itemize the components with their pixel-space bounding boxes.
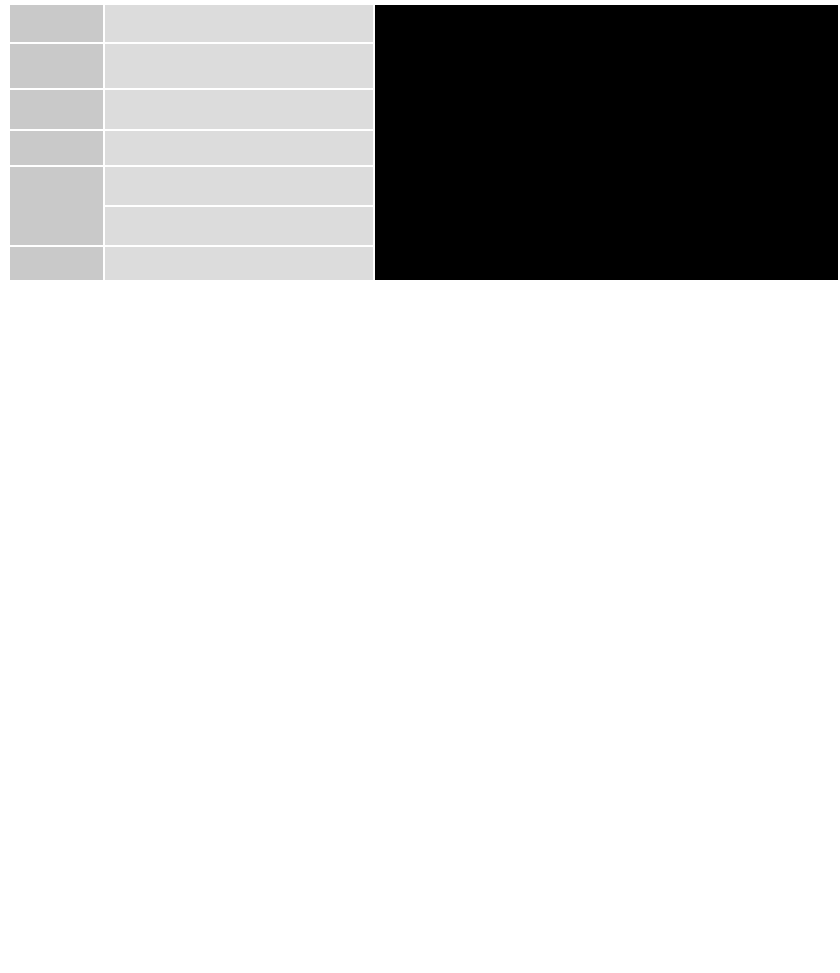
row-material	[10, 90, 373, 129]
label-size	[10, 44, 103, 88]
label-angle	[10, 167, 103, 245]
row-size	[10, 44, 373, 88]
label-application	[10, 247, 103, 280]
label-material	[10, 90, 103, 129]
value-application	[105, 247, 373, 280]
lens-cluster-image	[375, 5, 838, 280]
lens-product-photo	[375, 5, 838, 280]
value-material	[105, 90, 373, 129]
label-led	[10, 131, 103, 165]
value-led	[105, 131, 373, 165]
row-angle	[10, 167, 373, 245]
angle-line-1	[105, 167, 373, 205]
value-angles	[105, 167, 373, 245]
value-part-no	[105, 5, 373, 42]
row-led	[10, 131, 373, 165]
spec-table	[10, 5, 373, 280]
value-size	[105, 44, 373, 88]
label-part-no	[10, 5, 103, 42]
row-part-no	[10, 5, 373, 42]
angle-line-2	[105, 207, 373, 245]
row-application	[10, 247, 373, 280]
